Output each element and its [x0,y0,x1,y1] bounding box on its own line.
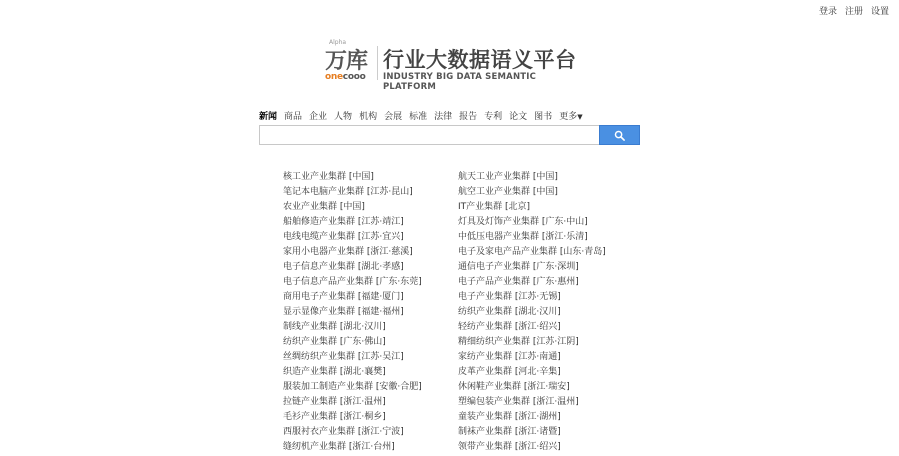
tab-laws[interactable]: 法律 [434,112,453,122]
cluster-link[interactable]: 电线电缆产业集群 [江苏·宜兴] [283,232,404,242]
cluster-link[interactable]: 塑编包装产业集群 [浙江·温州] [458,397,579,407]
logo-title-cn: 行业大数据语义平台 [383,48,577,72]
cluster-link[interactable]: 制袜产业集群 [浙江·诸暨] [458,427,561,437]
cluster-link[interactable]: 丝绸纺织产业集群 [江苏·吴江] [283,352,404,362]
cluster-link[interactable]: 童装产业集群 [浙江·湖州] [458,412,561,422]
cluster-link[interactable]: 纺织产业集群 [湖北·汉川] [458,307,561,317]
login-link[interactable]: 登录 [818,7,837,17]
logo-brand-en-part2: cooo [342,72,366,82]
tab-products[interactable]: 商品 [284,112,303,122]
tab-exhibitions[interactable]: 会展 [384,112,403,122]
cluster-link[interactable]: 制线产业集群 [湖北·汉川] [283,322,386,332]
cluster-link[interactable]: 精细纺织产业集群 [江苏·江阴] [458,337,579,347]
top-links [819,4,889,17]
cluster-link[interactable]: 家用小电器产业集群 [浙江·慈溪] [283,247,413,257]
cluster-link[interactable]: 电子信息产品产业集群 [广东·东莞] [283,277,422,287]
category-nav [259,109,590,122]
cluster-link[interactable]: 商用电子产业集群 [福建·厦门] [283,292,404,302]
tab-books[interactable]: 图书 [534,112,553,122]
cluster-list-left [283,170,422,455]
cluster-link[interactable]: 笔记本电脑产业集群 [江苏·昆山] [283,187,413,197]
logo-brand-en-part1: one [325,72,343,82]
settings-link[interactable]: 设置 [870,7,889,17]
tab-more-label: 更多 [559,112,578,122]
cluster-link[interactable]: 西服衬衣产业集群 [浙江·宁波] [283,427,404,437]
tab-companies[interactable]: 企业 [309,112,328,122]
cluster-link[interactable]: 船舶修造产业集群 [江苏·靖江] [283,217,404,227]
tab-news[interactable]: 新闻 [259,112,278,122]
cluster-link[interactable]: 拉链产业集群 [浙江·温州] [283,397,386,407]
cluster-link[interactable]: 航天工业产业集群 [中国] [458,172,558,182]
caret-down-icon: ▼ [577,113,583,121]
tab-patents[interactable]: 专利 [484,112,503,122]
tab-standards[interactable]: 标准 [409,112,428,122]
cluster-link[interactable]: 电子产品产业集群 [广东·惠州] [458,277,579,287]
cluster-link[interactable]: IT产业集群 [北京] [458,202,531,212]
cluster-link[interactable]: 领带产业集群 [浙江·绍兴] [458,442,561,452]
cluster-link[interactable]: 核工业产业集群 [中国] [283,172,374,182]
cluster-link[interactable]: 电子及家电产品产业集群 [山东·青岛] [458,247,606,257]
cluster-link[interactable]: 农业产业集群 [中国] [283,202,365,212]
cluster-link[interactable]: 电子信息产业集群 [湖北·孝感] [283,262,404,272]
logo-alpha-tag: Alpha [329,39,347,46]
cluster-link[interactable]: 航空工业产业集群 [中国] [458,187,558,197]
cluster-link[interactable]: 织造产业集群 [湖北·襄樊] [283,367,386,377]
search-input[interactable] [259,125,599,145]
cluster-link[interactable]: 休闲鞋产业集群 [浙江·瑞安] [458,382,570,392]
site-logo[interactable] [325,39,585,92]
cluster-link[interactable]: 通信电子产业集群 [广东·深圳] [458,262,579,272]
tab-papers[interactable]: 论文 [509,112,528,122]
cluster-link[interactable]: 缝纫机产业集群 [浙江·台州] [283,442,395,452]
logo-brand-cn: 万库 [325,49,368,74]
search-bar [259,125,640,145]
logo-brand-en [325,72,365,82]
cluster-link[interactable]: 皮革产业集群 [河北·辛集] [458,367,561,377]
tab-people[interactable]: 人物 [334,112,353,122]
register-link[interactable]: 注册 [844,7,863,17]
tab-more[interactable] [559,109,582,122]
logo-divider [377,46,378,80]
tab-reports[interactable]: 报告 [459,112,478,122]
cluster-link[interactable]: 轻纺产业集群 [浙江·绍兴] [458,322,561,332]
cluster-link[interactable]: 纺织产业集群 [广东·佛山] [283,337,386,347]
cluster-link[interactable]: 电子产业集群 [江苏·无锡] [458,292,561,302]
cluster-link[interactable]: 毛衫产业集群 [浙江·桐乡] [283,412,386,422]
cluster-link[interactable]: 服装加工制造产业集群 [安徽·合肥] [283,382,422,392]
search-icon [614,130,625,141]
tab-institutions[interactable]: 机构 [359,112,378,122]
cluster-link[interactable]: 中低压电器产业集群 [浙江·乐清] [458,232,588,242]
cluster-link[interactable]: 显示显像产业集群 [福建·福州] [283,307,404,317]
cluster-link[interactable]: 家纺产业集群 [江苏·南通] [458,352,561,362]
logo-title-en: INDUSTRY BIG DATA SEMANTIC PLATFORM [383,72,537,92]
cluster-link[interactable]: 灯具及灯饰产业集群 [广东·中山] [458,217,588,227]
cluster-list-right [458,170,606,455]
search-button[interactable] [599,125,640,145]
